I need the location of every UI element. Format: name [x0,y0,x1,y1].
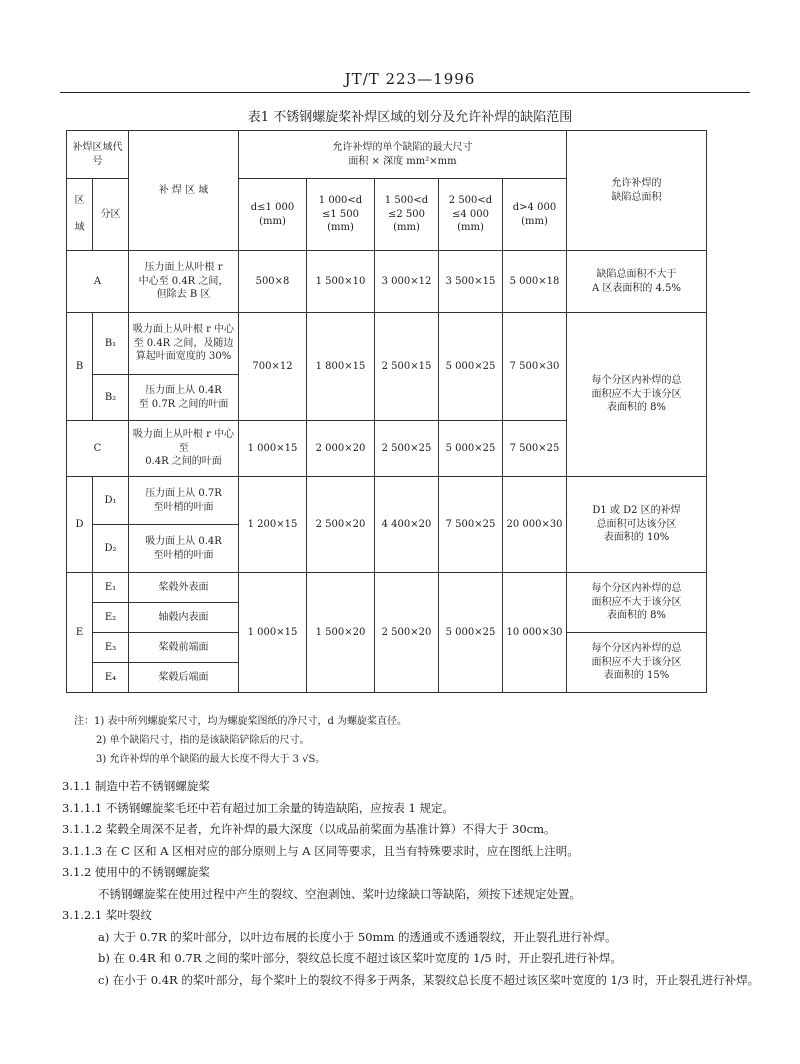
zone-bc-total: 每个分区内补焊的总 面积应不大于该分区 表面积的 8% [567,313,707,477]
zone-e: E [67,573,93,693]
th-yu: 域 [74,222,85,234]
zone-a-area: 压力面上从叶根 r 中心至 0.4R 之间， 但除去 B 区 [129,251,239,313]
zone-a-v1: 500×8 [239,251,307,313]
table-row [67,477,707,525]
note-2: 2) 单个缺陷尺寸，指的是该缺陷铲除后的尺寸。 [96,735,310,746]
zone-b1: B₁ [93,313,129,375]
section-3-1-1-1: 3.1.1.1 不锈钢螺旋桨毛坯中若有超过加工余量的铸造缺陷，应按表 1 规定。 [62,800,455,815]
zone-c-v2: 2 000×20 [307,421,375,477]
zone-e3-area: 桨毂前端面 [129,633,239,663]
note-3: 3) 允许补焊的单个缺陷的最大长度不得大于 3 √S。 [96,754,326,765]
zone-a-total: 缺陷总面积不大于 A 区表面积的 4.5% [567,251,707,313]
zone-b-v5: 7 500×30 [503,313,567,421]
zone-d: D [67,477,93,573]
table-notes [74,712,754,769]
zone-e1: E₁ [93,573,129,603]
zone-d1-area: 压力面上从 0.7R 至叶梢的叶面 [129,477,239,525]
zone-a: A [67,251,129,313]
zone-d-v2: 2 500×20 [307,477,375,573]
table-row [67,313,707,375]
zone-e-v2: 1 500×20 [307,573,375,693]
section-3-1-1-2: 3.1.1.2 桨毂全周深不足者，允许补焊的最大深度（以成品前桨面为基准计算）不得大于 30cm。 [62,822,556,836]
table-title: 表1 不锈钢螺旋桨补焊区域的划分及允许补焊的缺陷范围 [247,110,573,125]
th-col-3: 1 500<d ≤2 500 (mm) [375,179,439,251]
zone-e-v4: 5 000×25 [439,573,503,693]
zone-c-area: 吸力面上从叶根 r 中心至 0.4R 之间的叶面 [129,421,239,477]
section-3-1-1: 3.1.1 制造中若不锈钢螺旋桨 [62,779,210,793]
section-3-1-1-3: 3.1.1.3 在 C 区和 A 区相对应的部分原则上与 A 区同等要求，且当有特殊要求时，应在图纸上注明。 [62,843,579,858]
note-1: 注：1) 表中所列螺旋桨尺寸，均为螺旋桨图纸的净尺寸，d 为螺旋桨直径。 [74,716,408,727]
zone-e-v3: 2 500×20 [375,573,439,693]
zone-b2-area: 压力面上从 0.4R 至 0.7R 之间的叶面 [129,375,239,421]
zone-e-v1: 1 000×15 [239,573,307,693]
zone-a-v3: 3 000×12 [375,251,439,313]
th-area: 补 焊 区 域 [129,131,239,251]
clause-b: b) 在 0.4R 和 0.7R 之间的桨叶部分，裂纹总长度不超过该区桨叶宽度的 1/5 时，开止裂孔进行补焊。 [98,951,622,965]
section-3-1-2: 3.1.2 使用中的不锈钢螺旋桨 [62,865,210,879]
zone-b: B [67,313,93,421]
zone-b-v1: 700×12 [239,313,307,421]
zone-b2: B₂ [93,375,129,421]
zone-d-v1: 1 200×15 [239,477,307,573]
zone-e-total-2: 每个分区内补焊的总 面积应不大于该分区 表面积的 15% [567,633,707,693]
zone-c-v5: 7 500×25 [503,421,567,477]
zone-e2: E₂ [93,603,129,633]
body-text [62,776,762,991]
zone-e-v5: 10 000×30 [503,573,567,693]
clause-a: a) 大于 0.7R 的桨叶部分，以叶边布展的长度小于 50mm 的透通或不透通裂纹，开止裂孔进行补焊。 [98,929,617,944]
zone-b-v2: 1 800×15 [307,313,375,421]
zone-c: C [67,421,129,477]
zone-d-v4: 7 500×25 [439,477,503,573]
zone-d-v5: 20 000×30 [503,477,567,573]
zone-e4: E₄ [93,663,129,693]
zone-c-v3: 2 500×25 [375,421,439,477]
zone-d1: D₁ [93,477,129,525]
zone-b-v4: 5 000×25 [439,313,503,421]
zone-d-total: D1 或 D2 区的补焊 总面积可达该分区 表面积的 10% [567,477,707,573]
zone-d-v3: 4 400×20 [375,477,439,573]
th-max-size: 允许补焊的单个缺陷的最大尺寸 面积 × 深度 mm²×mm [239,131,567,179]
section-3-1-2-1: 3.1.2.1 桨叶裂纹 [62,908,152,922]
th-col-2: 1 000<d ≤1 500 (mm) [307,179,375,251]
th-col-4: 2 500<d ≤4 000 (mm) [439,179,503,251]
zone-d2-area: 吸力面上从 0.4R 至叶梢的叶面 [129,525,239,573]
th-zone-code: 补焊区域代号 [67,131,129,179]
th-qu: 区 [74,195,85,207]
zone-b-v3: 2 500×15 [375,313,439,421]
zone-b1-area: 吸力面上从叶根 r 中心 至 0.4R 之间，及随边 算起叶面宽度的 30% [129,313,239,375]
zone-e3: E₃ [93,633,129,663]
paragraph-intro: 不锈钢螺旋桨在使用过程中产生的裂纹、空泡剥蚀、桨叶边缘缺口等缺陷，须按下述规定处置。 [98,886,581,901]
zone-d2: D₂ [93,525,129,573]
zone-c-v1: 1 000×15 [239,421,307,477]
th-total: 允许补焊的 缺陷总面积 [567,131,707,251]
clause-c: c) 在小于 0.4R 的桨叶部分，每个桨叶上的裂纹不得多于两条，某裂纹总长度不超过该区桨叶宽度的 1/3 时，开止裂孔进行补焊。 [98,972,760,987]
table-row [67,573,707,603]
zone-a-v2: 1 500×10 [307,251,375,313]
document-header-code: JT/T 223—1996 [344,70,476,88]
th-fenqu: 分区 [93,179,129,251]
zone-e1-area: 桨毂外表面 [129,573,239,603]
zone-a-v5: 5 000×18 [503,251,567,313]
table-row [67,251,707,313]
zone-e-total-1: 每个分区内补焊的总 面积应不大于该分区 表面积的 8% [567,573,707,633]
header-rule [60,92,750,93]
zone-c-v4: 5 000×25 [439,421,503,477]
zone-a-v4: 3 500×15 [439,251,503,313]
th-col-5: d>4 000 (mm) [503,179,567,251]
th-col-1: d≤1 000 (mm) [239,179,307,251]
zone-e4-area: 桨毂后端面 [129,663,239,693]
repair-zone-table [66,130,707,693]
zone-e2-area: 轴毂内表面 [129,603,239,633]
